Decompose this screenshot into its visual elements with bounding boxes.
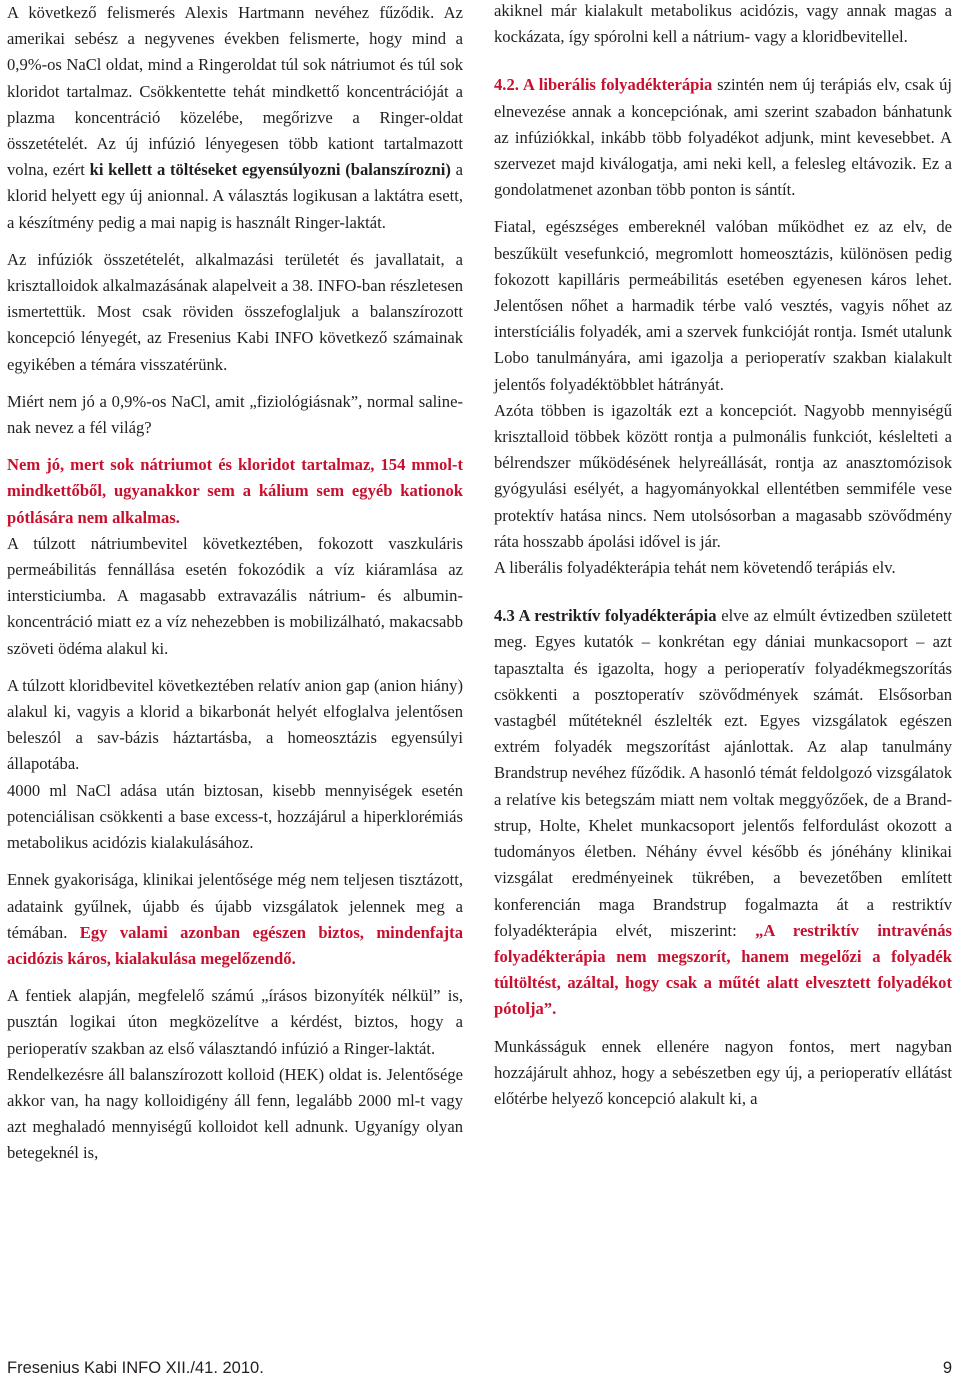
paragraph-text: szintén nem új terápiás elv, csak új elnevezése annak a koncepciónak, ami szerint szabadon bánhatunk az infúziókkal, inkább több folyadékot adjunk, mint kevesebbet. A szervezet majd kiválogatja, ami neki kell, a felesleg eltávozik. Ez a gondolatmenet azonban több ponton is sántít.: [494, 75, 952, 200]
paragraph-young-healthy: Fiatal, egészséges embereknél valóban működhet ez az elv, de beszűkült vesefunkció, megromlott homeosztázis, különösen pedig fokozott kapilláris permeábilitás esetében egyenesen káros lehet. Jelentősen nőhet a harmadik térbe való vesztés, vagyis nőhet az interstíciális folyadék, ami a szervek funkcióját rontja. Ismét utalunk Lobo tanulmányára, ami igazolja a perioperatív szakban kialakult jelentős folyadéktöbblet hátrányát.: [494, 217, 952, 394]
paragraph-nacl-4000: 4000 ml NaCl adása után biztosan, kisebb mennyiségek esetén potenciálisan csökkenti a base excess-t, hozzájárul a hiperklorémiás metabolikus acidózis kialakulásához.: [7, 780, 463, 853]
paragraph-hek: Rendelkezésre áll balanszírozott kolloid (HEK) oldat is. Jelentősége akkor van, ha nagy kolloidigény áll fenn, legalább 2000 ml-t vagy azt meghaladó mennyiségű kolloidot kell adnunk. Ugyanígy olyan betegeknél is,: [7, 1064, 463, 1163]
paragraph-work-importance: Munkásságuk ennek ellenére nagyon fontos, mert nagyban hozzájárult ahhoz, hogy a sebészetben egy új, a perioperatív ellátást előtérbe helyező koncepció alakult ki, a: [494, 1036, 952, 1108]
paragraph-text: elve az elmúlt évtizedben született meg. Egyes kutatók – konkrétan egy dániai munkacsoport – azt tapasztalta és igazolta, hogy a perioperatív folyadékmegszorítás csökkenti a posztoperatív szövődmények számát. Elsősorban vastagbél műtéteknél észlelték ezt. Egyes vizsgálatok egészen extrém folyadék megszorítást ajánlottak. Az alap tanulmány Brandstrup nevéhez fűződik. A hasonló témát feldolgozó vizsgálatok a relatíve kis betegszám miatt nem voltak meggyőzőek, de a Brandstrup, Holte, Khelet munkacsoport jelentős felfordulást okozott a tudományos életben. Néhány évvel később és jónéhány klinikai vizsgálat eredményeinek tükrében, a bevezetőben említett konferencián maga Brandstrup fogalmazta át a restriktív folyadékterápia elvét, miszerint:: [494, 606, 952, 940]
paragraph-sodium: A túlzott nátriumbevitel következtében, fokozott vaszkuláris permeábilitás fennállása esetén fokozódik a víz kiáramlása az intersticiumba. A magasabb extravazális nátrium- és albumin-koncentráció miatt ez a víz nehezebben is mobilizálható, makacsabb szöveti ödéma alakul ki.: [7, 533, 463, 658]
paragraph-text: a klorid helyett egy új anionnal. A választás logikusan a laktátra esett, a készítmény pedig a mai napig is használt Ringer-laktát.: [7, 160, 463, 232]
bold-phrase-balance: ki kellett a töltéseket egyensúlyozni (balanszírozni): [89, 160, 451, 180]
quote-brandstrup: „A restriktív intravénás folyadékterápia nem megszorít, hanem megelőzi a folyadék túltöltést, azáltal, hogy csak a műtét alatt elvesztett folyadékot pótolja”.: [494, 920, 952, 1019]
page-number: 9: [942, 1358, 952, 1377]
paragraph-chloride: A túlzott kloridbevitel következtében relatív anion gap (anion hiány) alakul ki, vagyis a klorid a bikarbonát helyét elfoglalva jelentősen beleszól a sav-bázis háztartásba, a homeosztázis egyensúlyi állapotába.: [7, 675, 463, 774]
section-heading-restrictive: 4.3 A restriktív folyadékterápia: [494, 606, 717, 626]
paragraph-ringer-lactate: A fentiek alapján, megfelelő számú „írásos bizonyíték nélkül” is, pusztán logikai úton megközelítve a kérdést, biztos, hogy a perioperatív szakban az első választandó infúzió a Ringer-laktát.: [7, 986, 463, 1058]
paragraph-text: Ennek gyakorisága, klinikai jelentősége még nem teljesen tisztázott, adataink gyűlnek, újabb és újabb vizsgálatok jelennek meg a témában.: [7, 870, 463, 942]
paragraph-since-then: Azóta többen is igazolták ezt a koncepciót. Nagyobb mennyiségű krisztalloid többek között rontja a pulmonális funkciót, késlelteti a bélrendszer működésének helyreállását, rontja az anasztomózisok gyógyulási esélyét, a hagyományokkal ellentétben semmiféle vese protektív hatása nincs. Nem utolsósorban a magasabb szövődmény ráta hosszabb ápolási idővel is jár.: [494, 400, 952, 551]
section-heading-liberal: 4.2. A liberális folyadékterápia: [494, 75, 713, 95]
left-column: [7, 0, 463, 1167]
paragraph-liberal-conclusion: A liberális folyadékterápia tehát nem követendő terápiás elv.: [494, 558, 896, 578]
section-4-2: [494, 72, 952, 203]
footer-publication: Fresenius Kabi INFO XII./41. 2010.: [7, 1358, 264, 1377]
paragraph-info-38: Az infúziók összetételét, alkalmazási területét és javallatait, a krisztalloidok alkalmazásának alapelveit a 38. INFO-ban részletesen ismertettük. Most csak röviden összefoglaljuk a balanszírozott koncepció lényegét, az Fresenius Kabi INFO következő számainak egyikében a témára visszatérünk.: [7, 249, 463, 374]
paragraph-frequency: [7, 867, 463, 972]
page-footer: [7, 1356, 952, 1380]
highlight-acidosis: Egy valami azonban egészen biztos, mindenfajta acidózis káros, kialakulása megelőzendő.: [7, 922, 464, 968]
paragraph-hartmann: [7, 0, 463, 236]
paragraph-continued: akiknel már kialakult metabolikus acidózis, vagy annak magas a kockázata, így spórolni kell a nátrium- vagy a kloridbevitellel.: [494, 1, 952, 47]
right-column: [494, 0, 952, 1112]
section-4-3: [494, 603, 952, 1022]
answer-nacl-highlight: Nem jó, mert sok nátriumot és kloridot tartalmaz, 154 mmol-t mindkettőből, ugyanakkor sem a kálium sem egyéb kationok pótlására nem alkalmas.: [7, 455, 463, 527]
paragraph-text: A következő felismerés Alexis Hartmann nevéhez fűződik. Az amerikai sebész a negyvenes években felismerte, hogy mind a 0,9%-os NaCl oldat, mind a Ringeroldat túl sok nátriumot és túl sok kloridot tartalmaz. Csökkentette tehát mindkettő koncentrációját a plazma koncentráció közelébe, megőrizve a Ringer-oldat összetételét. Az új infúzió lényegesen több kationt tartalmazott volna, ezért: [7, 3, 463, 180]
question-nacl: Miért nem jó a 0,9%-os NaCl, amit „fiziológiásnak”, normal saline-nak nevez a fél világ?: [7, 391, 463, 438]
